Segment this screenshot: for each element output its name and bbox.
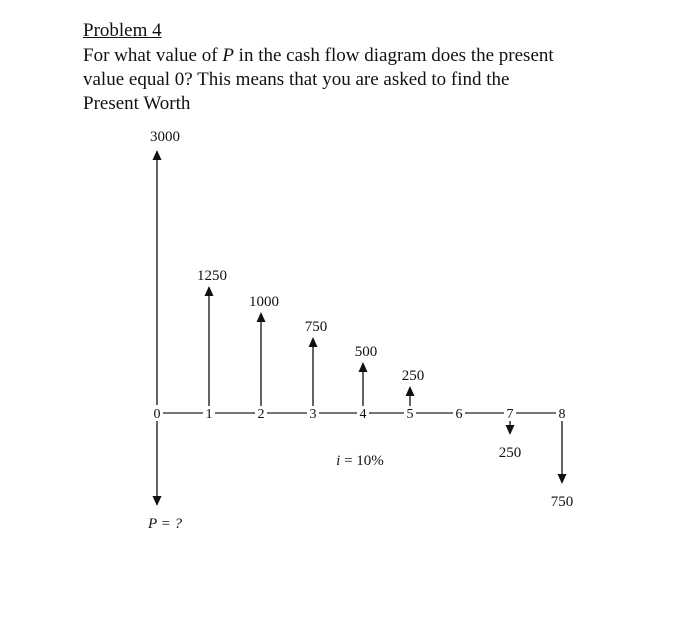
interest-rate-label [336, 453, 384, 469]
period-label: 6 [455, 407, 463, 422]
cash-inflow-label: 250 [401, 368, 425, 384]
cash-inflow-label: 750 [304, 319, 328, 335]
period-label: 5 [406, 407, 414, 422]
problem-title: Problem 4 [83, 20, 162, 41]
cash-inflow-label: 500 [354, 344, 378, 360]
variable-p: P [222, 45, 234, 66]
arrowhead-down-icon [506, 425, 515, 435]
arrowhead-up-icon [205, 286, 214, 296]
cash-inflow-label: 3000 [150, 129, 180, 145]
cash-inflow-label: 1000 [249, 294, 279, 310]
cash-inflow-label: 1250 [197, 268, 227, 284]
period-label: 8 [558, 407, 566, 422]
arrowhead-down-icon [153, 496, 162, 506]
period-label: 4 [359, 407, 367, 422]
period-label: 7 [506, 407, 514, 422]
cash-outflow-label: 250 [498, 445, 522, 461]
period-label: 0 [153, 407, 161, 422]
interest-value: = 10% [340, 453, 384, 469]
statement-line-2: value equal 0? This means that you are asked to find the [83, 69, 510, 90]
interest-variable: i [336, 453, 341, 469]
arrowhead-up-icon [359, 362, 368, 372]
period-label: 2 [257, 407, 265, 422]
statement-text: in the cash flow diagram does the present [233, 45, 554, 66]
period-label: 1 [205, 407, 213, 422]
period-label: 3 [309, 407, 317, 422]
arrowhead-up-icon [153, 150, 162, 160]
cash-outflow-label: 750 [550, 494, 574, 510]
arrowhead-down-icon [558, 474, 567, 484]
statement-text: For what value of [83, 45, 223, 66]
arrowhead-up-icon [406, 386, 415, 396]
arrowhead-up-icon [257, 312, 266, 322]
arrowhead-up-icon [309, 337, 318, 347]
statement-line-3: Present Worth [83, 93, 191, 114]
present-worth-label: P = ? [147, 516, 183, 532]
